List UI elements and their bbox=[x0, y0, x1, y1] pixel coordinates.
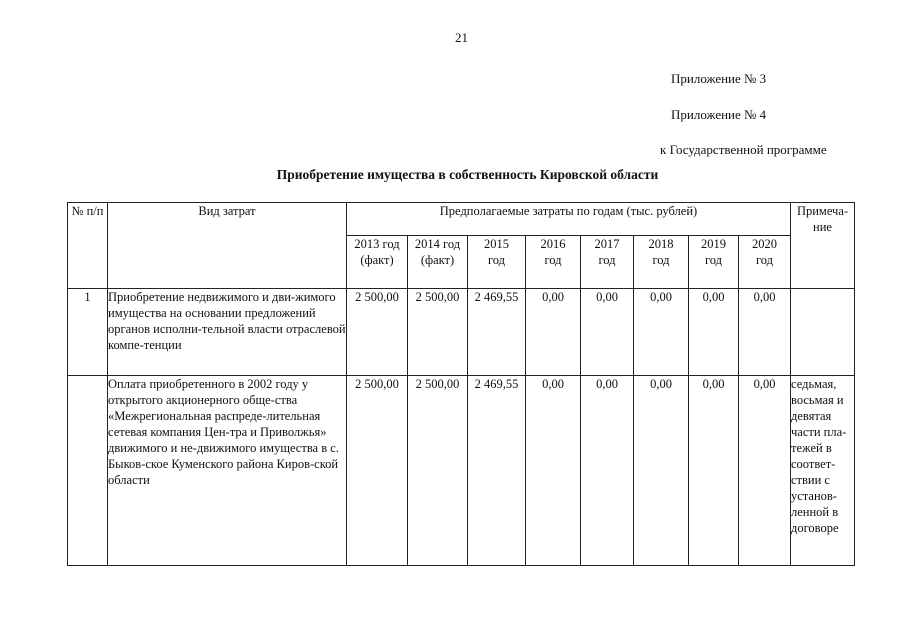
header-col-type: Вид затрат bbox=[108, 203, 347, 289]
document-title: Приобретение имущества в собственность Кировской области bbox=[276, 167, 659, 182]
value-2015: 2 469,55 bbox=[468, 376, 526, 566]
row-note bbox=[791, 289, 855, 376]
row-number: 1 bbox=[68, 289, 108, 376]
value-2014: 2 500,00 bbox=[408, 376, 468, 566]
header-year-2014: 2014 год (факт) bbox=[408, 236, 468, 289]
value-2014: 2 500,00 bbox=[408, 289, 468, 376]
value-2013: 2 500,00 bbox=[347, 289, 408, 376]
value-2020: 0,00 bbox=[739, 289, 791, 376]
value-2015: 2 469,55 bbox=[468, 289, 526, 376]
header-year-2017: 2017 год bbox=[581, 236, 634, 289]
table-row bbox=[68, 376, 855, 566]
value-2018: 0,00 bbox=[634, 376, 689, 566]
row-number bbox=[68, 376, 108, 566]
header-year-2016: 2016 год bbox=[526, 236, 581, 289]
header-col-number: № п/п bbox=[68, 203, 108, 289]
value-2020: 0,00 bbox=[739, 376, 791, 566]
appendix-3-label: Приложение № 3 bbox=[671, 71, 767, 86]
appendix-program-label: к Государственной программе bbox=[660, 142, 827, 157]
value-2016: 0,00 bbox=[526, 289, 581, 376]
value-2017: 0,00 bbox=[581, 376, 634, 566]
appendix-4-label: Приложение № 4 bbox=[671, 107, 767, 122]
header-year-2020: 2020 год bbox=[739, 236, 791, 289]
header-year-2018: 2018 год bbox=[634, 236, 689, 289]
page-number: 21 bbox=[455, 30, 468, 45]
value-2018: 0,00 bbox=[634, 289, 689, 376]
value-2013: 2 500,00 bbox=[347, 376, 408, 566]
header-col-note: Примеча-ние bbox=[791, 203, 855, 289]
value-2016: 0,00 bbox=[526, 376, 581, 566]
header-year-2019: 2019 год bbox=[689, 236, 739, 289]
row-description: Оплата приобретенного в 2002 году у открытого акционерного обще-ства «Межрегиональная распреде-лительная сетевая компания Цен-тра и Приволжья» движимого и не-движимого имущества в с. Быков-ское Куменского района Киров-ской области bbox=[108, 376, 347, 566]
value-2019: 0,00 bbox=[689, 289, 739, 376]
table-row bbox=[68, 289, 855, 376]
value-2019: 0,00 bbox=[689, 376, 739, 566]
row-description: Приобретение недвижимого и дви-жимого имущества на основании предложений органов исполни-тельной власти отраслевой компе-тенции bbox=[108, 289, 347, 376]
value-2017: 0,00 bbox=[581, 289, 634, 376]
header-col-costs: Предполагаемые затраты по годам (тыс. рублей) bbox=[347, 203, 791, 236]
header-year-2013: 2013 год (факт) bbox=[347, 236, 408, 289]
header-year-2015: 2015 год bbox=[468, 236, 526, 289]
expenses-table bbox=[67, 202, 855, 566]
row-note: седьмая, восьмая и девятая части пла-тежей в соответ-ствии с установ-ленной в договоре bbox=[791, 376, 855, 566]
